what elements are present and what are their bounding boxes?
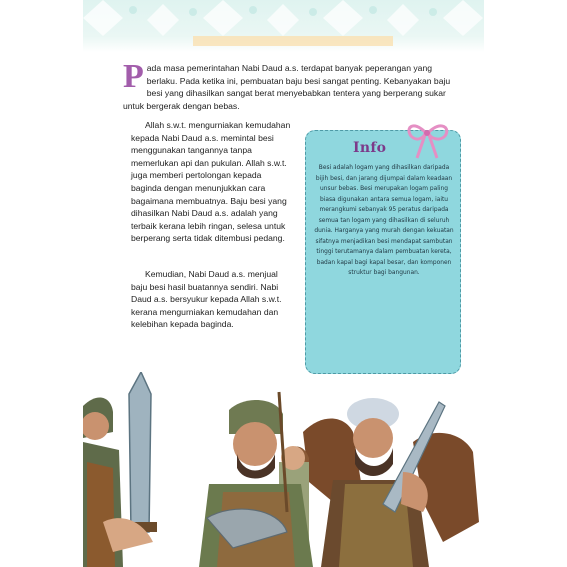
paragraph-intro-text: ada masa pemerintahan Nabi Daud a.s. terdapat banyak peperangan yang berlaku. Pada ketika ini, pembuatan baju besi sangat penting. Kebanyakan baju besi yang dihasilkan sangat berat menyebabkan tentera yang berperang sukar untuk bergerak dengan bebas. bbox=[123, 63, 451, 111]
left-soldier bbox=[83, 372, 157, 567]
soldiers-illustration bbox=[83, 372, 484, 567]
paragraph-blessing-text: Allah s.w.t. mengurniakan kemudahan kepada Nabi Daud a.s. memintal besi menggunakan tangannya tanpa memerlukan api dan pukulan. Allah s.w.t. juga memberi pertolongan kepada baginda dengan menunjukkan cara bagaimana membuatnya. Baju besi yang dihasilkan Nabi Daud a.s. adalah yang terbaik kerana lebih ringan, selesa untuk berperang serta tidak ditembusi pedang. bbox=[131, 120, 291, 244]
info-title: Info bbox=[353, 140, 387, 156]
decorative-header bbox=[83, 0, 484, 52]
paragraph-intro bbox=[123, 58, 461, 112]
dropcap-letter: P bbox=[123, 58, 144, 95]
pattern-decoration bbox=[83, 0, 484, 52]
book-page bbox=[83, 0, 484, 567]
info-text: Besi adalah logam yang dihasilkan daripada bijih besi, dan jarang dijumpai dalam keadaan unsur bebas. Besi merupakan logam paling biasa digunakan antara semua logam, iaitu merangkumi sebanyak 95 peratus daripada semua tan logam yang dihasilkan di seluruh dunia. Harganya yang murah dengan kekuatan sifatnya menjadikan besi mendapat sambutan tinggi terutamanya dalam pembuatan kereta, badan kapal bagi kapal besar, dan komponen struktur bagi bangunan. bbox=[314, 165, 454, 276]
ribbon-icon bbox=[405, 118, 451, 162]
paragraph-blessing bbox=[131, 119, 291, 245]
paragraph-selling bbox=[131, 268, 291, 331]
paragraph-selling-text: Kemudian, Nabi Daud a.s. menjual baju besi hasil buatannya sendiri. Nabi Daud a.s. bersyukur kepada Allah s.w.t. kerana mengurniakan kemudahan dan kelebihan kepada baginda. bbox=[131, 269, 282, 330]
